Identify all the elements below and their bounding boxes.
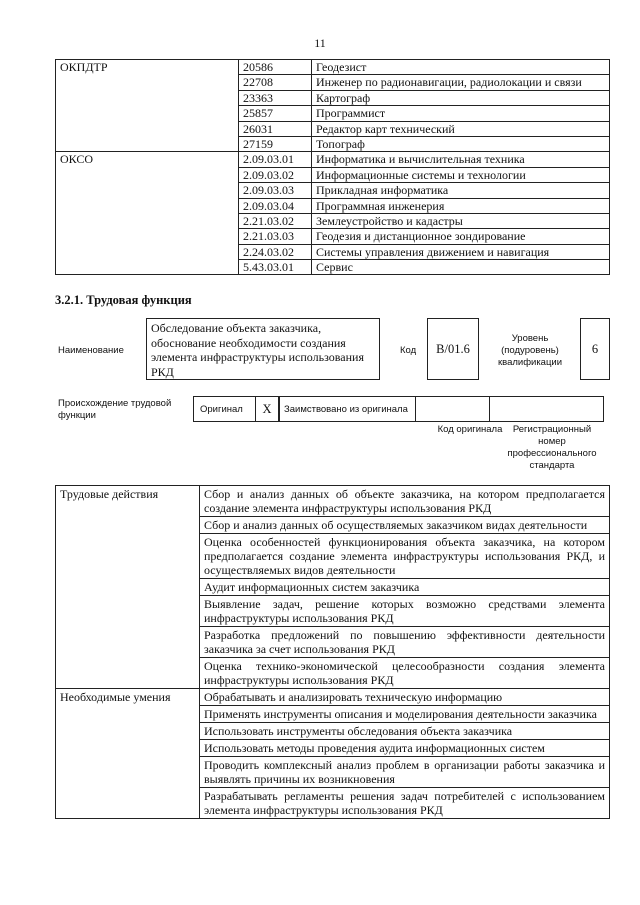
classification-name: Геодезист — [312, 60, 610, 75]
classification-code: 2.09.03.01 — [239, 152, 312, 167]
labor-section-title: Необходимые умения — [56, 689, 200, 819]
reg-number-label: Регистрационный номер профессионального стандарта — [507, 424, 597, 471]
name-label: Наименование — [58, 345, 124, 356]
code-label: Код — [400, 345, 417, 356]
classification-row — [56, 60, 610, 75]
qualification-level: 6 — [580, 318, 610, 380]
classification-code: 2.09.03.04 — [239, 198, 312, 213]
level-label: Уровень (подуровень) квалификации — [497, 333, 563, 368]
classification-table — [55, 59, 610, 275]
classification-code: 26031 — [239, 121, 312, 136]
function-name: Обследование объекта заказчика, обоснование необходимости создания элемента инфраструктуры использования РКД — [146, 318, 380, 380]
classification-name: Информационные системы и технологии — [312, 167, 610, 182]
classification-code: 2.21.03.02 — [239, 213, 312, 228]
classification-name: Программная инженерия — [312, 198, 610, 213]
classification-name: Геодезия и дистанционное зондирование — [312, 229, 610, 244]
labor-item: Сбор и анализ данных об объекте заказчика, на котором предполагается создание элемента инфраструктуры использования РКД — [200, 486, 610, 517]
function-code: B/01.6 — [427, 318, 479, 380]
classification-code: 2.24.03.02 — [239, 244, 312, 259]
classification-name: Информатика и вычислительная техника — [312, 152, 610, 167]
classification-code: 20586 — [239, 60, 312, 75]
labor-item: Проводить комплексный анализ проблем в организации работы заказчика и выявлять причины их возникновения — [200, 757, 610, 788]
classification-name: Программист — [312, 106, 610, 121]
labor-item: Разрабатывать регламенты решения задач потребителей с использованием элемента инфраструктуры использования РКД — [200, 788, 610, 819]
labor-item: Сбор и анализ данных об осуществляемых заказчиком видах деятельности — [200, 517, 610, 534]
reg-number-cell — [490, 396, 604, 422]
labor-section-title: Трудовые действия — [56, 486, 200, 689]
classification-code: 27159 — [239, 136, 312, 151]
labor-item: Оценка особенностей функционирования объекта заказчика, на котором предполагается создание элемента инфраструктуры использования РКД, и осуществляемых видов деятельности — [200, 534, 610, 579]
classification-code: 2.09.03.02 — [239, 167, 312, 182]
classification-code: 25857 — [239, 106, 312, 121]
labor-item: Использовать инструменты обследования объекта заказчика — [200, 723, 610, 740]
origin-label: Происхождение трудовой функции — [58, 398, 172, 421]
classification-type: ОКПДТР — [56, 60, 239, 152]
origin-row — [193, 396, 604, 422]
labor-item: Использовать методы проведения аудита информационных систем — [200, 740, 610, 757]
classification-name: Топограф — [312, 136, 610, 151]
classification-name: Картограф — [312, 90, 610, 105]
labor-row — [56, 689, 610, 706]
classification-name: Сервис — [312, 260, 610, 275]
classification-name: Инженер по радионавигации, радиолокации и связи — [312, 75, 610, 90]
classification-name: Прикладная информатика — [312, 183, 610, 198]
classification-type: ОКСО — [56, 152, 239, 275]
page-number: 11 — [314, 36, 326, 50]
labor-item: Разработка предложений по повышению эффективности деятельности заказчика за счет использования РКД — [200, 627, 610, 658]
classification-row — [56, 152, 610, 167]
origin-code-cell — [416, 396, 490, 422]
origin-code-label: Код оригинала — [437, 424, 503, 435]
classification-code: 23363 — [239, 90, 312, 105]
borrowed-label: Заимствовано из оригинала — [279, 396, 416, 422]
classification-code: 5.43.03.01 — [239, 260, 312, 275]
labor-item: Обрабатывать и анализировать техническую информацию — [200, 689, 610, 706]
labor-item: Применять инструменты описания и моделирования деятельности заказчика — [200, 706, 610, 723]
original-label: Оригинал — [193, 396, 255, 422]
labor-item: Аудит информационных систем заказчика — [200, 579, 610, 596]
classification-code: 2.09.03.03 — [239, 183, 312, 198]
classification-code: 22708 — [239, 75, 312, 90]
classification-name: Землеустройство и кадастры — [312, 213, 610, 228]
labor-item: Выявление задач, решение которых возможно средствами элемента инфраструктуры использования РКД — [200, 596, 610, 627]
labor-item: Оценка технико-экономической целесообразности создания элемента инфраструктуры использования РКД — [200, 658, 610, 689]
original-mark: X — [255, 396, 279, 422]
labor-table — [55, 485, 610, 819]
classification-name: Системы управления движением и навигация — [312, 244, 610, 259]
section-title: 3.2.1. Трудовая функция — [55, 293, 192, 307]
classification-name: Редактор карт технический — [312, 121, 610, 136]
classification-code: 2.21.03.03 — [239, 229, 312, 244]
labor-row — [56, 486, 610, 517]
